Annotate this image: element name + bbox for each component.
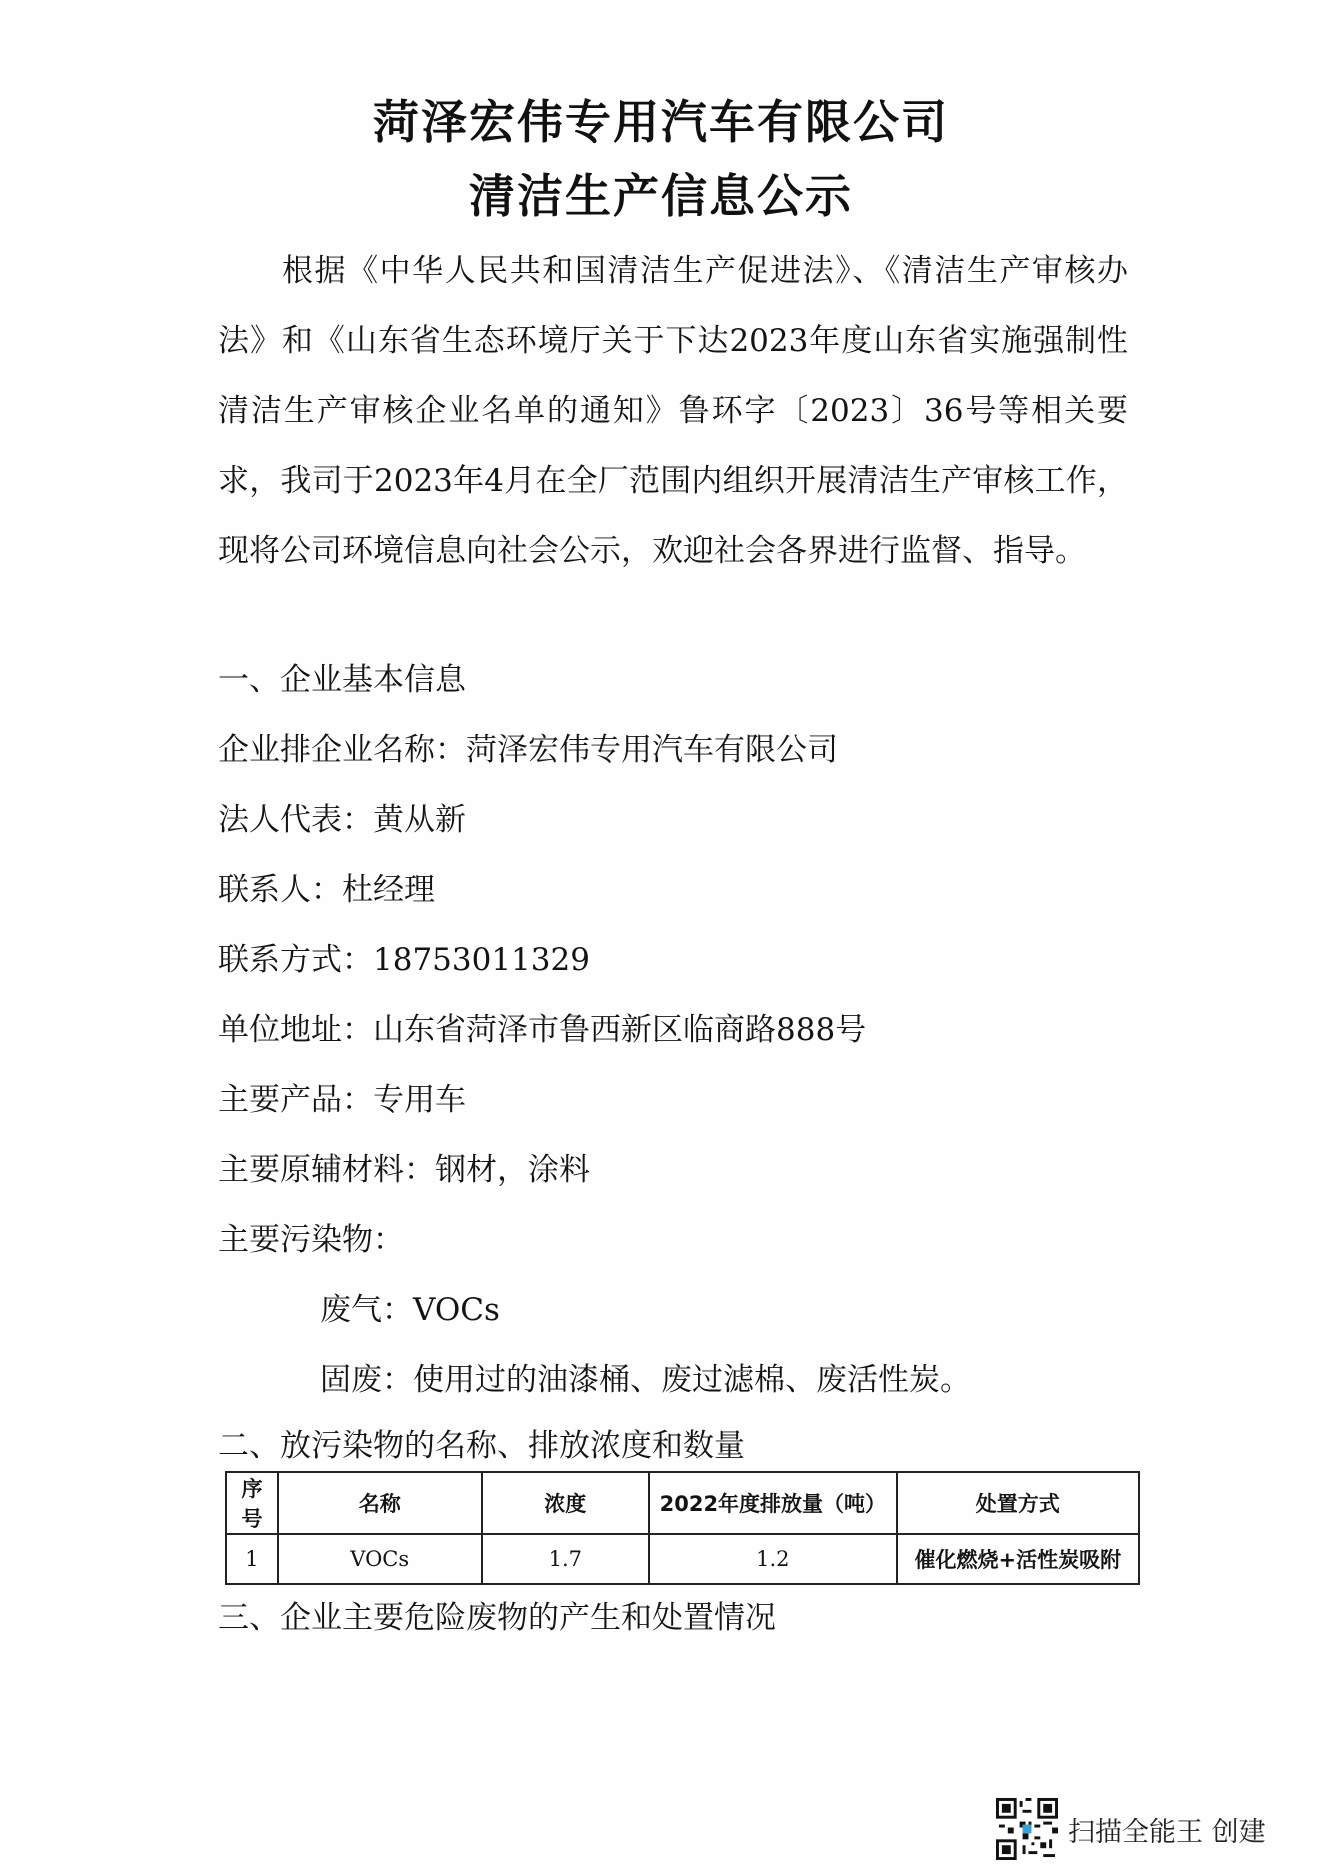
contact-line: 联系人：杜经理	[218, 872, 435, 908]
section3-heading: 三、企业主要危险废物的产生和处置情况	[218, 1600, 776, 1636]
scanner-watermark	[996, 1798, 1266, 1860]
table-cell: 1.7	[482, 1534, 650, 1584]
legal-rep-line: 法人代表：黄从新	[218, 802, 466, 838]
qr-code-icon	[996, 1798, 1058, 1860]
column-header: 处置方式	[897, 1472, 1139, 1534]
table-cell: VOCs	[278, 1534, 482, 1584]
intro-paragraph: 根据《中华人民共和国清洁生产促进法》、《清洁生产审核办法》和《山东省生态环境厅关于下达2023年度山东省实施强制性清洁生产审核企业名单的通知》鲁环字〔2023〕36号等相关要求，我司于2023年4月在全厂范围内组织开展清洁生产审核工作，现将公司环境信息向社会公示，欢迎社会各界进行监督、指导。	[218, 253, 1128, 569]
scanner-watermark-text: 扫描全能王 创建	[1068, 1816, 1266, 1848]
solid-waste-line: 固废：使用过的油漆桶、废过滤棉、废活性炭。	[320, 1362, 971, 1398]
address-line: 单位地址：山东省菏泽市鲁西新区临商路888号	[218, 1012, 867, 1048]
table-cell: 1.2	[649, 1534, 896, 1584]
section1-heading: 一、企业基本信息	[218, 662, 466, 698]
company-name-line: 企业排企业名称：菏泽宏伟专用汽车有限公司	[218, 732, 838, 768]
section2-heading: 二、放污染物的名称、排放浓度和数量	[218, 1428, 745, 1464]
materials-line: 主要原辅材料：钢材，涂料	[218, 1152, 590, 1188]
phone-line: 联系方式：18753011329	[218, 942, 590, 978]
column-header: 名称	[278, 1472, 482, 1534]
table-row	[226, 1534, 1139, 1584]
table-header-row	[226, 1472, 1139, 1534]
pollutant-table	[225, 1471, 1140, 1585]
notice-title: 清洁生产信息公示	[469, 169, 853, 223]
column-header: 浓度	[482, 1472, 650, 1534]
table-cell: 1	[226, 1534, 278, 1584]
column-header: 序号	[226, 1472, 278, 1534]
table-cell: 催化燃烧+活性炭吸附	[897, 1534, 1139, 1584]
waste-gas-line: 废气：VOCs	[320, 1292, 500, 1328]
column-header: 2022年度排放量（吨）	[649, 1472, 896, 1534]
company-title: 菏泽宏伟专用汽车有限公司	[373, 95, 949, 149]
pollutants-label: 主要污染物：	[218, 1222, 404, 1258]
products-line: 主要产品：专用车	[218, 1082, 466, 1118]
